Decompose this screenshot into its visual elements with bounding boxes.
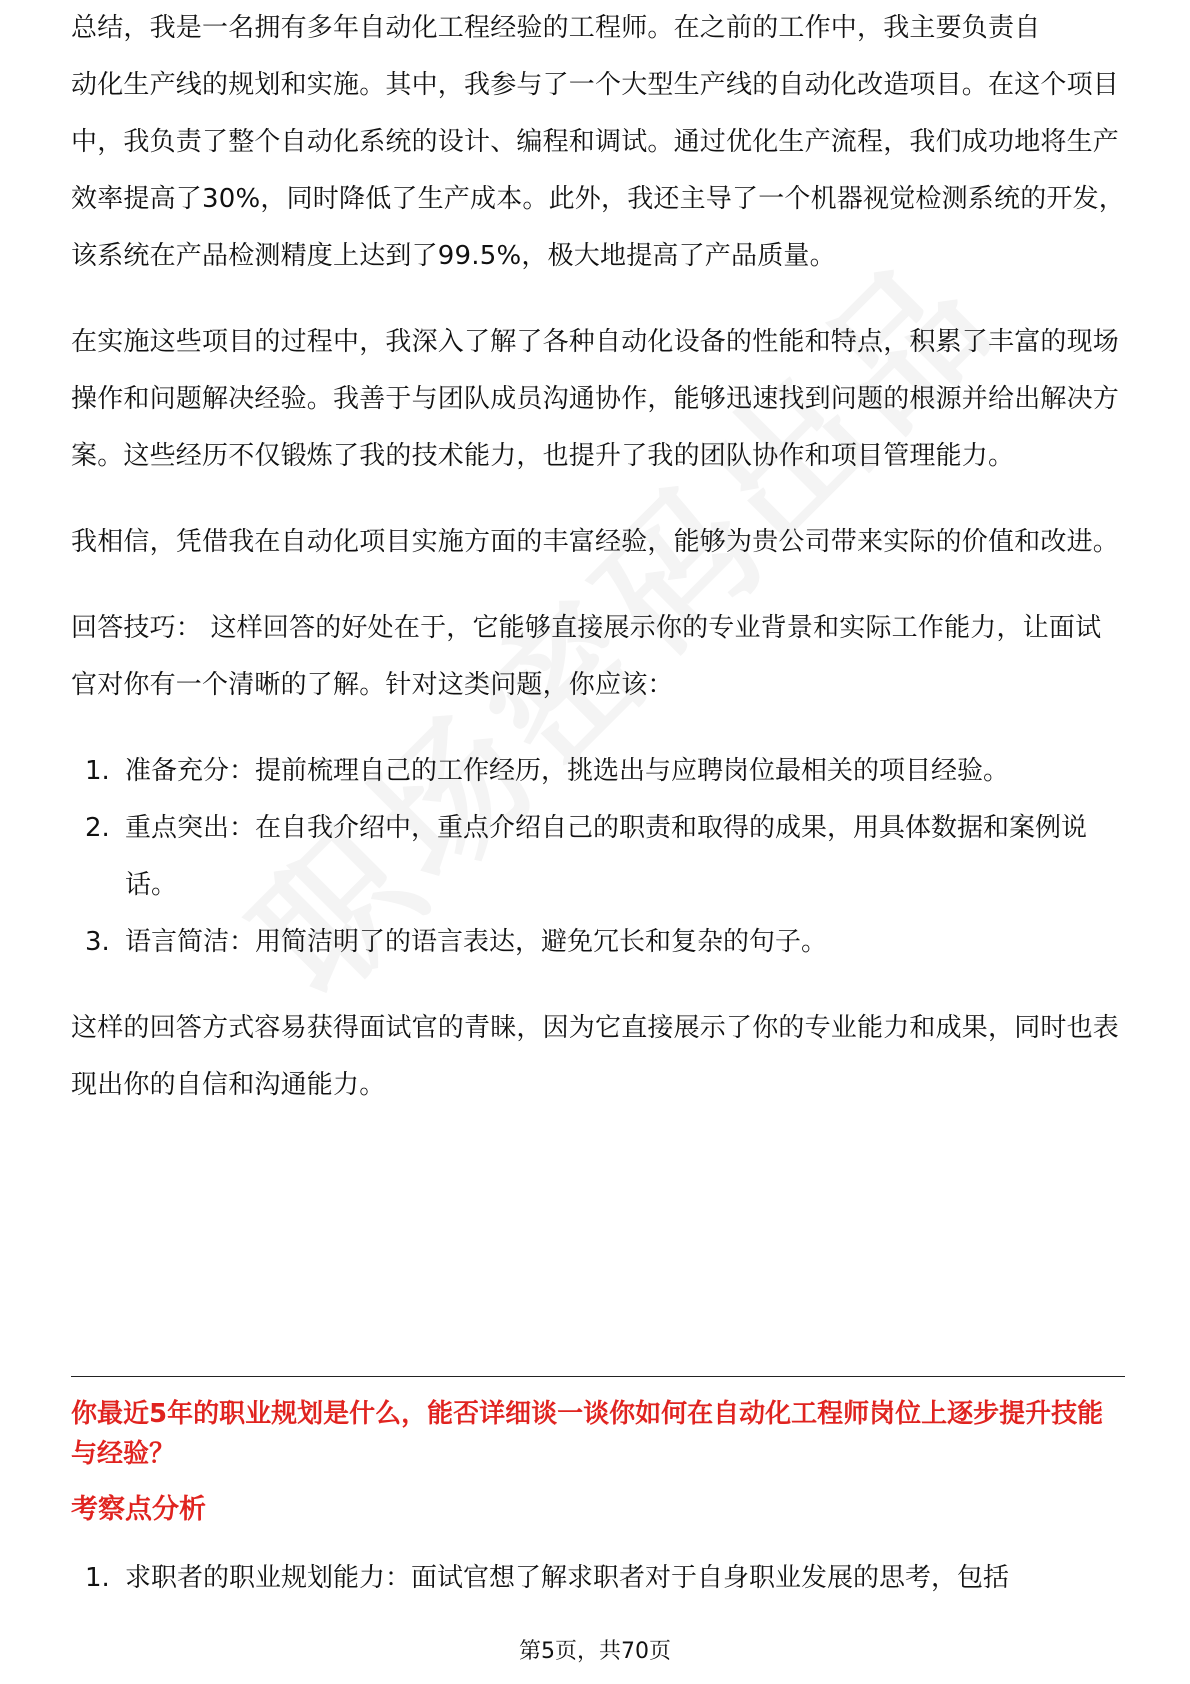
list-item — [71, 914, 1125, 971]
list-item — [71, 800, 1125, 914]
answer-tips-intro: 回答技巧： 这样回答的好处在于，它能够直接展示你的专业背景和实际工作能力，让面试官对你有一个清晰的了解。针对这类问题，你应该： — [71, 613, 1102, 700]
analysis-heading: 考察点分析 — [71, 1494, 206, 1525]
list-item-text: 语言简洁：用简洁明了的语言表达，避免冗长和复杂的句子。 — [125, 927, 828, 957]
answer-paragraph-1: 动化生产线的规划和实施。其中，我参与了一个大型生产线的自动化改造项目。在这个项目中，我负责了整个自动化系统的设计、编程和调试。通过优化生产流程，我们成功地将生产效率提高了30%，同时降低了生产成本。此外，我还主导了一个机器视觉检测系统的开发，该系统在产品检测精度上达到了99.5%，极大地提高了产品质量。 — [71, 70, 1125, 271]
answer-body — [71, 13, 1125, 1114]
section-divider — [71, 1376, 1125, 1377]
list-item-text: 准备充分：提前梳理自己的工作经历，挑选出与应聘岗位最相关的项目经验。 — [125, 756, 1010, 786]
list-number: 1. — [85, 1563, 110, 1593]
interview-question: 你最近5年的职业规划是什么，能否详细谈一谈你如何在自动化工程师岗位上逐步提升技能与经验？ — [71, 1399, 1104, 1469]
list-number: 2. — [85, 813, 110, 843]
list-number: 1. — [85, 756, 110, 786]
answer-paragraph-2: 在实施这些项目的过程中，我深入了解了各种自动化设备的性能和特点，积累了丰富的现场操作和问题解决经验。我善于与团队成员沟通协作，能够迅速找到问题的根源并给出解决方案。这些经历不仅锻炼了我的技术能力，也提升了我的团队协作和项目管理能力。 — [71, 327, 1120, 471]
answer-conclusion: 这样的回答方式容易获得面试官的青睐，因为它直接展示了你的专业能力和成果，同时也表现出你的自信和沟通能力。 — [71, 1013, 1120, 1100]
page-number: 第5页，共70页 — [519, 1639, 671, 1664]
list-item-text: 重点突出：在自我介绍中，重点介绍自己的职责和取得的成果，用具体数据和案例说话。 — [125, 813, 1088, 900]
tips-list — [71, 743, 1125, 971]
list-item-text: 求职者的职业规划能力：面试官想了解求职者对于自身职业发展的思考，包括 — [125, 1563, 1010, 1593]
list-item — [71, 743, 1125, 800]
list-number: 3. — [85, 927, 110, 957]
analysis-list — [71, 1550, 1125, 1607]
cut-off-line: 总结，我是一名拥有多年自动化工程经验的工程师。在之前的工作中，我主要负责自 — [71, 13, 1041, 43]
list-item — [71, 1550, 1125, 1607]
answer-paragraph-3: 我相信，凭借我在自动化项目实施方面的丰富经验，能够为贵公司带来实际的价值和改进。 — [71, 527, 1120, 557]
